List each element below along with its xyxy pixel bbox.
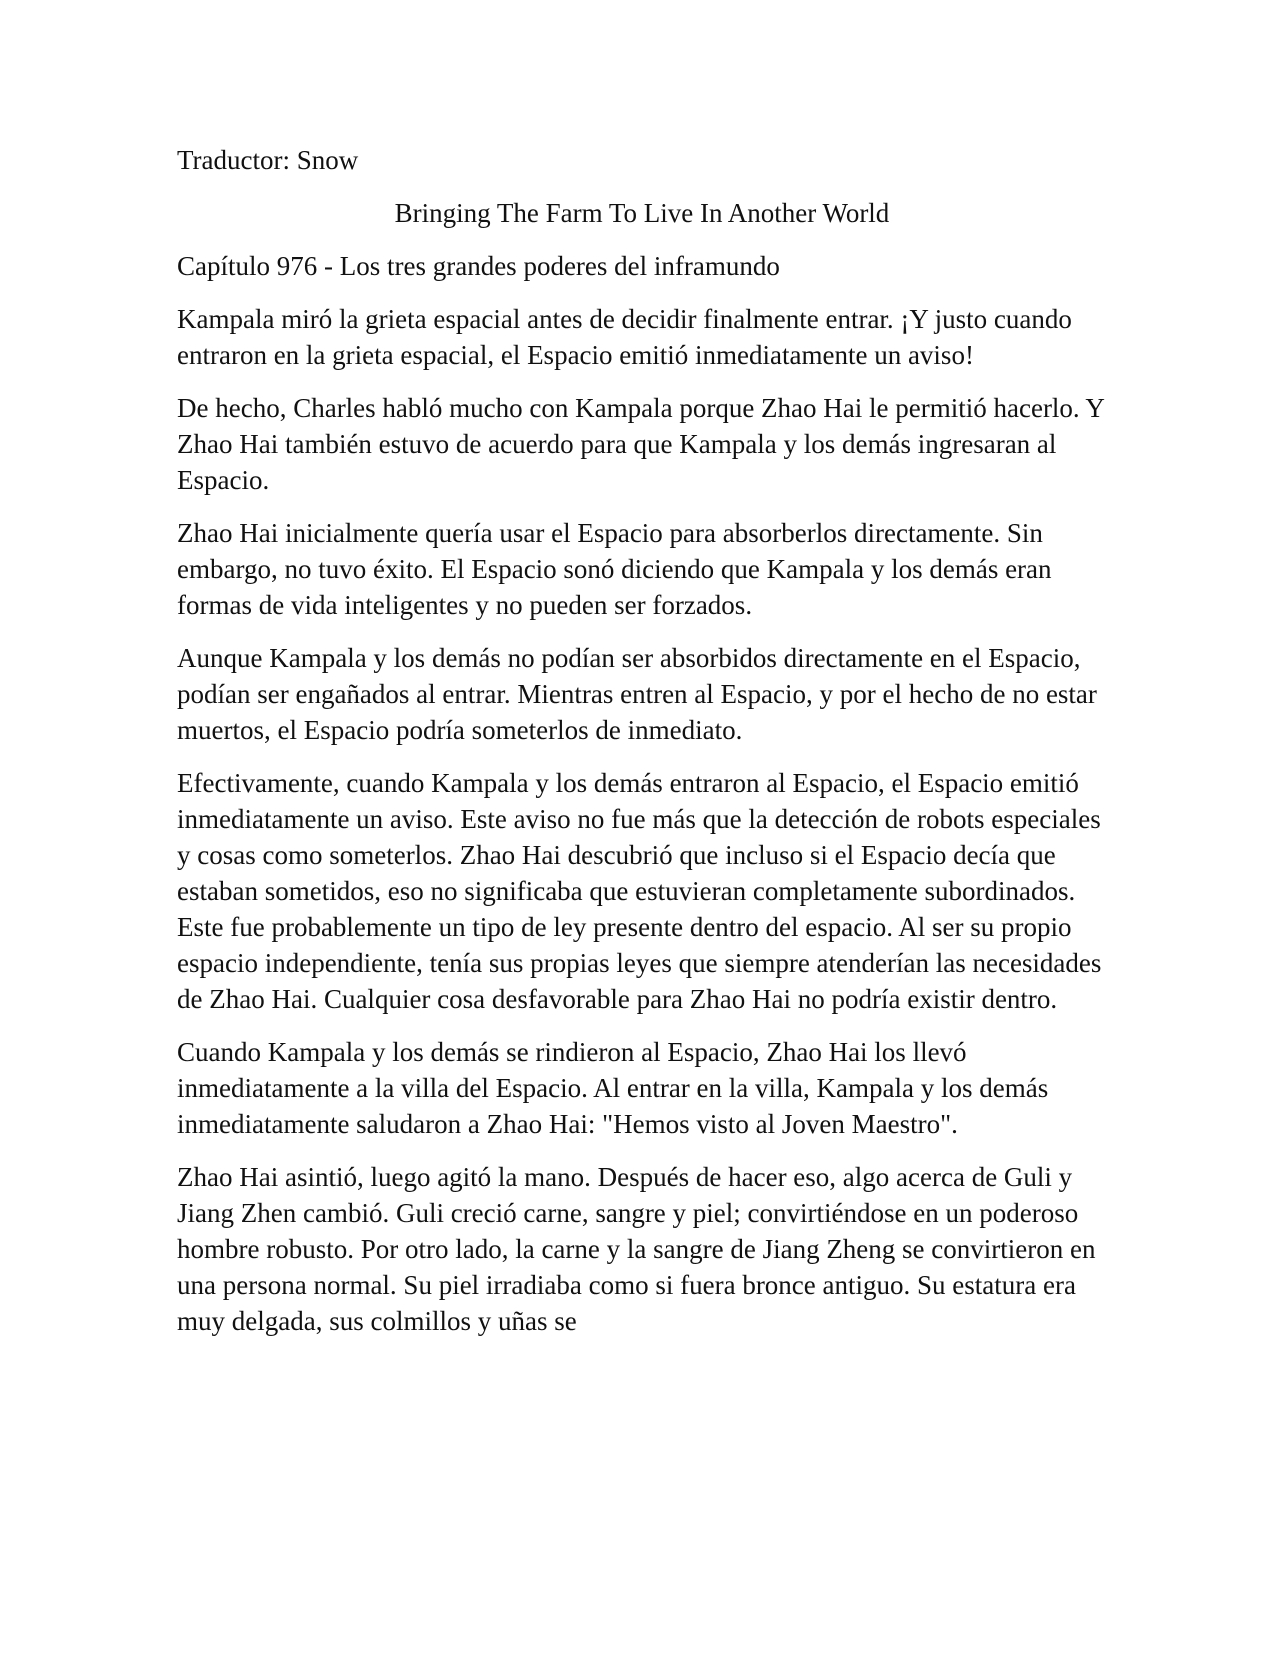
paragraph: De hecho, Charles habló mucho con Kampala porque Zhao Hai le permitió hacerlo. Y Zhao Hai también estuvo de acuerdo para que Kampala y los demás ingresaran al Espacio.: [177, 393, 1104, 495]
paragraph: Zhao Hai inicialmente quería usar el Espacio para absorberlos directamente. Sin embargo, no tuvo éxito. El Espacio sonó diciendo que Kampala y los demás eran formas de vida inteligentes y no pueden ser forzados.: [177, 518, 1052, 620]
paragraph: Aunque Kampala y los demás no podían ser absorbidos directamente en el Espacio, podían ser engañados al entrar. Mientras entren al Espacio, y por el hecho de no estar muertos, el Espacio podría someterlos de inmediato.: [177, 643, 1097, 745]
book-title: Bringing The Farm To Live In Another World: [394, 198, 890, 228]
chapter-heading: Capítulo 976 - Los tres grandes poderes del inframundo: [177, 251, 780, 281]
paragraph: Efectivamente, cuando Kampala y los demás entraron al Espacio, el Espacio emitió inmediatamente un aviso. Este aviso no fue más que la detección de robots especiales y cosas como someterlos. Zhao Hai descubrió que incluso si el Espacio decía que estaban sometidos, eso no significaba que estuvieran completamente subordinados. Este fue probablemente un tipo de ley presente dentro del espacio. Al ser su propio espacio independiente, tenía sus propias leyes que siempre atenderían las necesidades de Zhao Hai. Cualquier cosa desfavorable para Zhao Hai no podría existir dentro.: [177, 768, 1102, 1014]
document-body: [177, 142, 1107, 1339]
paragraph: Cuando Kampala y los demás se rindieron al Espacio, Zhao Hai los llevó inmediatamente a la villa del Espacio. Al entrar en la villa, Kampala y los demás inmediatamente saludaron a Zhao Hai: "Hemos visto al Joven Maestro".: [177, 1037, 1049, 1139]
paragraph: Zhao Hai asintió, luego agitó la mano. Después de hacer eso, algo acerca de Guli y Jiang Zhen cambió. Guli creció carne, sangre y piel; convirtiéndose en un poderoso hombre robusto. Por otro lado, la carne y la sangre de Jiang Zheng se convirtieron en una persona normal. Su piel irradiaba como si fuera bronce antiguo. Su estatura era muy delgada, sus colmillos y uñas se: [177, 1162, 1096, 1336]
translator-credit: Traductor: Snow: [177, 145, 359, 175]
paragraph: Kampala miró la grieta espacial antes de decidir finalmente entrar. ¡Y justo cuando entraron en la grieta espacial, el Espacio emitió inmediatamente un aviso!: [177, 304, 1072, 370]
